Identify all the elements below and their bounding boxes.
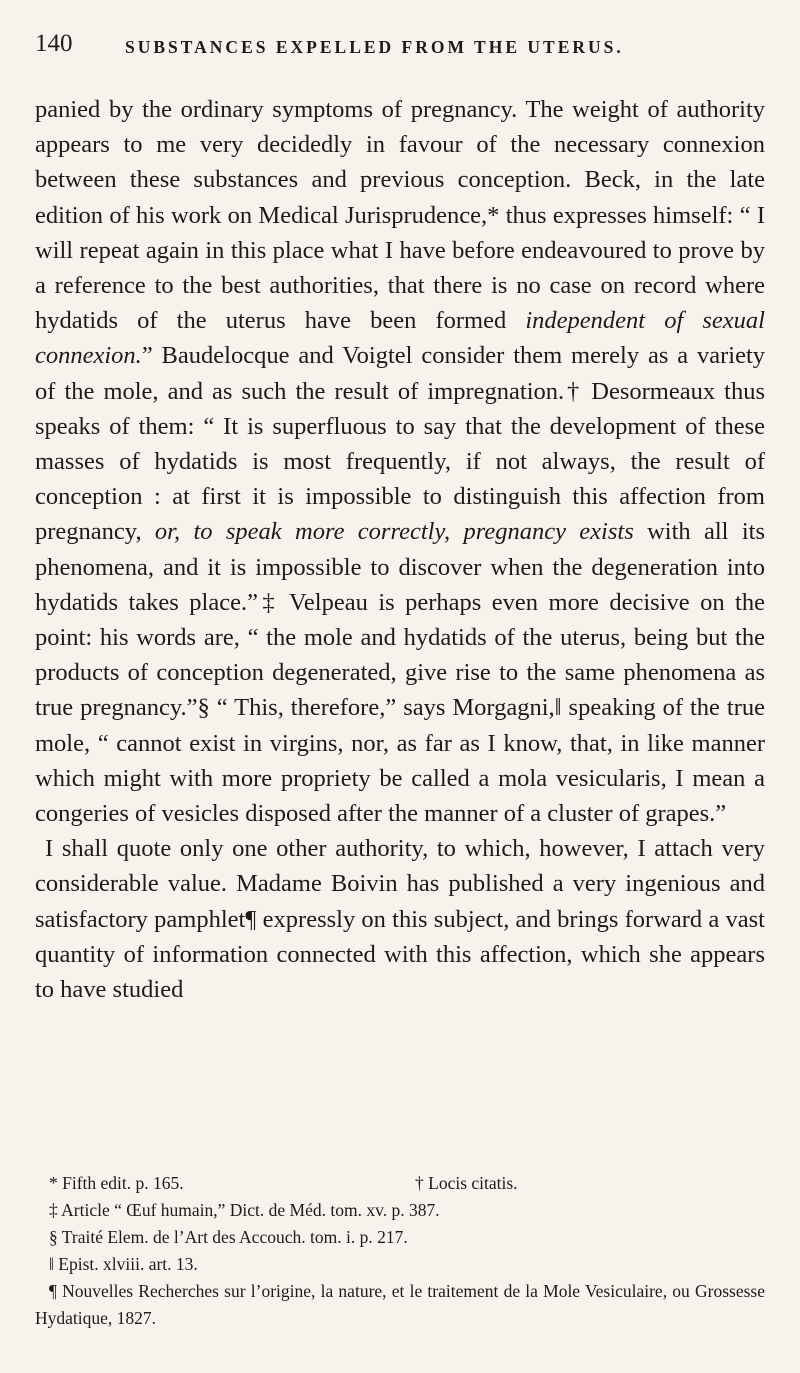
running-title: SUBSTANCES EXPELLED FROM THE UTERUS.	[125, 37, 624, 57]
paragraph-1-part-c: with all its phenomena, and it is impossible to discover when the degeneration into hydatids takes place.”‡ Velpeau is perhaps even more decisive on the point: his words are, “ the mole and hydatids of the uterus, being but the products of conception degenerated, give rise to the same phenomena as true pregnancy.”§ “ This, therefore,” says Morgagni,‖ speaking of the true mole, “ cannot exist in virgins, nor, as far as I know, that, in like manner which might with more propriety be called a mola vesicularis, I mean a congeries of vesicles disposed after the manner of a cluster of grapes.”	[35, 518, 765, 828]
paragraph-1-part-b: ” Baudelocque and Voigtel consider them merely as a variety of the mole, and as such the result of impregnation.† Desormeaux thus speaks of them: “ It is superfluous to say that the development of these masses of hydatids is most frequently, if not always, the result of conception : at first it is impossible to distinguish this affection from pregnancy,	[35, 342, 765, 546]
paragraph-1-part-a: panied by the ordinary symptoms of pregnancy. The weight of authority appears to me very decidedly in favour of the necessary connexion between these substances and previous conception. Beck, in the late edition of his work on Medical Jurisprudence,* thus expresses himself: “ I will repeat again in this place what I have before endeavoured to prove by a reference to the best authorities, that there is no case on record where hydatids of the uterus have been formed	[35, 96, 765, 335]
footnote-row-2	[35, 1197, 765, 1224]
paragraph-2: I shall quote only one other authority, to which, however, I attach very considerable value. Madame Boivin has published a very ingenious and satisfactory pamphlet¶ expressly on this subject, and brings forward a vast quantity of information connected with this affection, which she appears to have studied	[35, 835, 765, 1004]
italic-phrase-1: independent of sexual connexion.	[35, 307, 765, 370]
footnote-section: § Traité Elem. de l’Art des Accouch. tom. i. p. 217.	[49, 1227, 408, 1247]
footnote-parallel: ‖ Epist. xlviii. art. 13.	[49, 1254, 198, 1274]
body-text	[35, 92, 765, 1007]
page-number: 140	[35, 30, 73, 57]
footnote-row-1	[35, 1170, 765, 1197]
italic-phrase-2: or, to speak more correctly, pregnancy exists	[154, 518, 634, 546]
footnote-row-3	[35, 1224, 765, 1251]
paragraph-1	[35, 92, 765, 831]
footnote-row-4	[35, 1251, 765, 1278]
footnotes	[35, 1170, 765, 1332]
footnote-double-dagger: ‡ Article “ Œuf humain,” Dict. de Méd. tom. xv. p. 387.	[49, 1200, 440, 1220]
footnote-star: * Fifth edit. p. 165.	[49, 1173, 184, 1193]
footnote-dagger: † Locis citatis.	[415, 1173, 518, 1193]
footnote-pilcrow: ¶ Nouvelles Recherches sur l’origine, la nature, et le traitement de la Mole Vesiculaire, ou Grossesse Hydatique, 1827.	[35, 1281, 765, 1328]
page-header	[35, 30, 765, 66]
